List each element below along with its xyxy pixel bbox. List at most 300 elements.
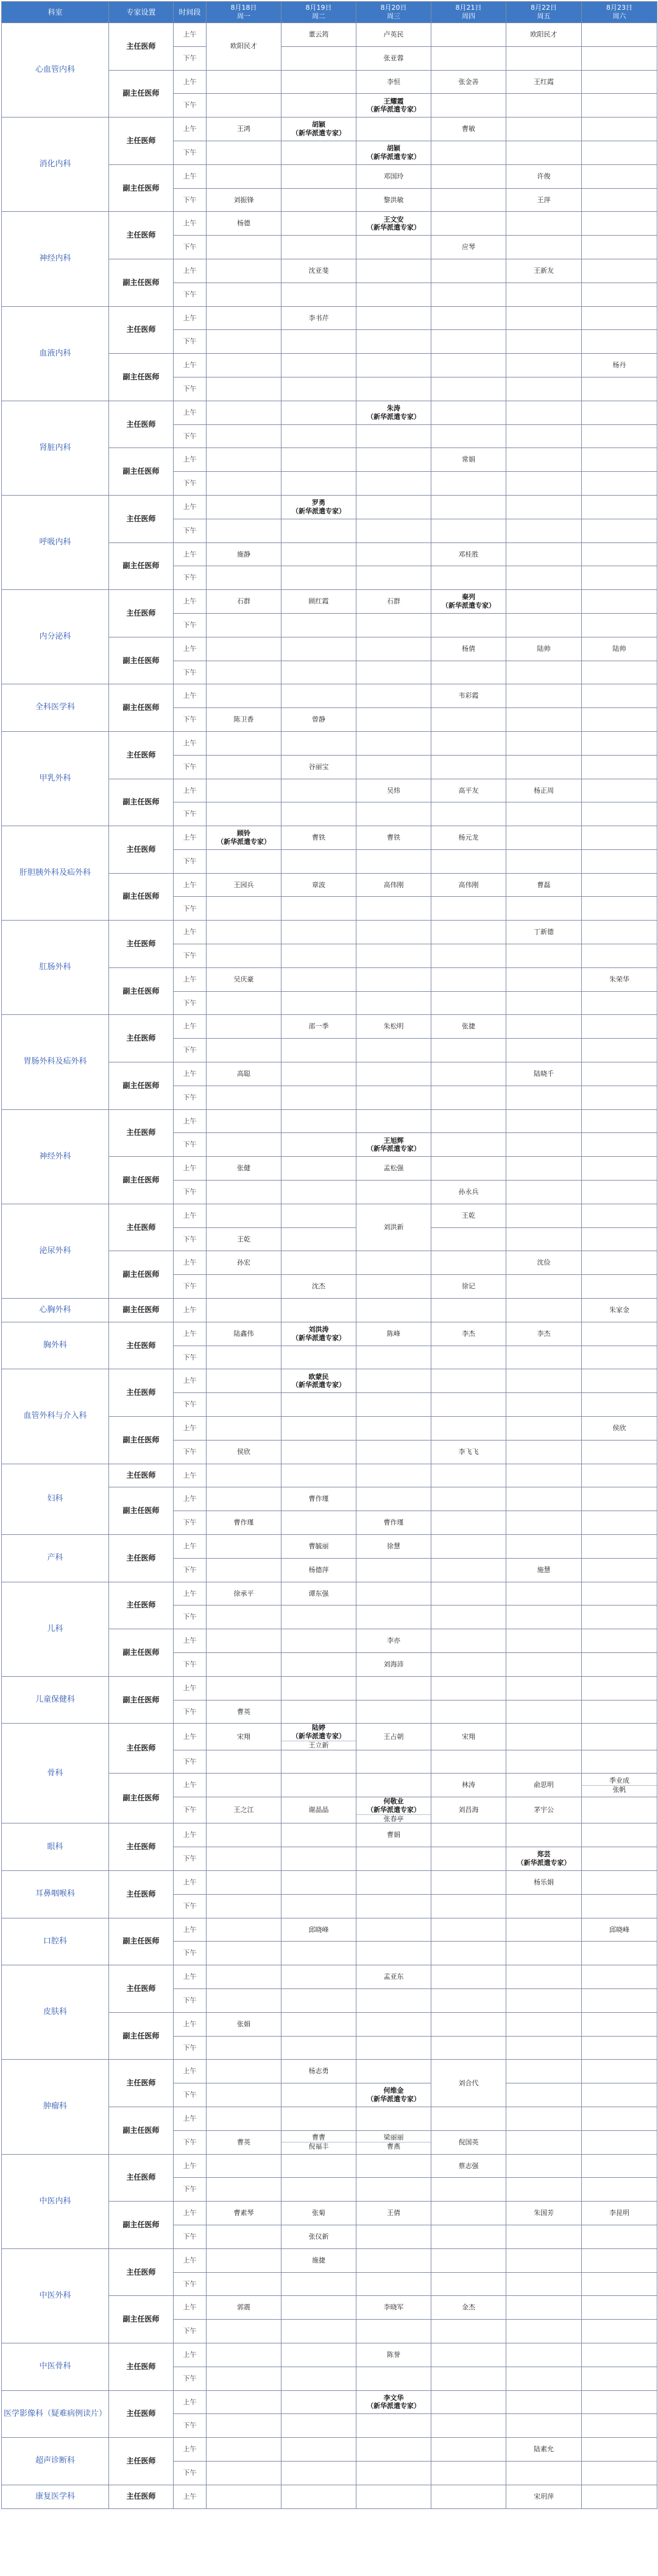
doctor-level: 副主任医师 xyxy=(109,1299,174,1322)
doctor-cell: 张娟 xyxy=(207,2012,281,2036)
time-slot: 上午 xyxy=(174,731,207,755)
doctor-cell: 陆帅 xyxy=(582,637,657,661)
doctor-cell xyxy=(431,401,506,424)
doctor-cell xyxy=(506,2390,582,2414)
doctor-cell xyxy=(431,2320,506,2343)
doctor-cell xyxy=(431,283,506,306)
doctor-cell: 曹素琴 xyxy=(207,2202,281,2225)
doctor-cell xyxy=(431,94,506,118)
doctor-cell xyxy=(506,826,582,850)
doctor-cell xyxy=(582,708,657,732)
doctor-cell xyxy=(207,1346,281,1369)
doctor-cell xyxy=(207,1417,281,1441)
time-slot: 下午 xyxy=(174,188,207,212)
doctor-level: 主任医师 xyxy=(109,1871,174,1918)
doctor-cell xyxy=(582,2130,657,2154)
doctor-cell xyxy=(356,1676,431,1700)
doctor-cell xyxy=(582,519,657,542)
doctor-cell: 俞思明 xyxy=(506,1774,582,1797)
doctor-level: 主任医师 xyxy=(109,2438,174,2485)
time-slot: 上午 xyxy=(174,1487,207,1511)
doctor-cell xyxy=(506,1652,582,1676)
expert-note: （新华派遣专家） xyxy=(367,223,420,232)
doctor-cell xyxy=(506,377,582,401)
doctor-cell xyxy=(356,2083,431,2107)
expert-doctor-name: 顾铃 （新华派遣专家） xyxy=(207,829,281,846)
doctor-cell xyxy=(207,921,281,944)
doctor-cell xyxy=(582,731,657,755)
time-slot: 下午 xyxy=(174,944,207,968)
doctor-cell xyxy=(582,779,657,802)
doctor-cell: 陈卫香 xyxy=(207,708,281,732)
doctor-cell xyxy=(207,1487,281,1511)
department-name: 甲乳外科 xyxy=(2,731,109,826)
time-slot: 上午 xyxy=(174,495,207,519)
doctor-level: 副主任医师 xyxy=(109,684,174,732)
doctor-level: 主任医师 xyxy=(109,731,174,779)
doctor-cell: 高聪 xyxy=(207,1062,281,1086)
header-week: 周二 xyxy=(312,12,325,20)
schedule-row xyxy=(2,1582,657,1606)
time-slot: 上午 xyxy=(174,1535,207,1559)
doctor-cell xyxy=(207,2178,281,2202)
doctor-cell xyxy=(281,1894,356,1918)
doctor-cell xyxy=(207,2461,281,2485)
doctor-level: 副主任医师 xyxy=(109,2296,174,2343)
doctor-cell xyxy=(356,448,431,472)
header-week: 周三 xyxy=(387,12,400,20)
time-slot: 下午 xyxy=(174,236,207,259)
doctor-cell: 王倩 xyxy=(356,2202,431,2225)
doctor-cell: 石群 xyxy=(356,590,431,614)
doctor-cell xyxy=(356,141,431,164)
header-date: 8月19日 xyxy=(305,4,332,12)
doctor-cell xyxy=(356,424,431,448)
doctor-cell xyxy=(281,542,356,566)
doctor-cell xyxy=(582,1511,657,1535)
doctor-cell xyxy=(582,1275,657,1299)
time-slot: 下午 xyxy=(174,1346,207,1369)
expert-doctor-name: 李文华 （新华派遣专家） xyxy=(356,2394,431,2411)
time-slot: 上午 xyxy=(174,1676,207,1700)
time-slot: 下午 xyxy=(174,472,207,496)
doctor-cell xyxy=(506,1133,582,1157)
doctor-cell xyxy=(506,1393,582,1417)
doctor-cell xyxy=(582,566,657,590)
doctor-cell xyxy=(506,2414,582,2438)
doctor-cell xyxy=(431,1558,506,1582)
doctor-cell: 徐承平 xyxy=(207,1582,281,1606)
header-week: 周一 xyxy=(237,12,250,20)
doctor-cell xyxy=(207,2438,281,2462)
doctor-cell xyxy=(506,1299,582,1322)
doctor-cell xyxy=(281,849,356,873)
doctor-cell xyxy=(281,1204,356,1227)
doctor-level: 主任医师 xyxy=(109,1109,174,1157)
doctor-cell: 张捷 xyxy=(431,1015,506,1039)
doctor-cell: 李亦 xyxy=(356,1629,431,1653)
doctor-cell: 高平友 xyxy=(431,779,506,802)
schedule-row xyxy=(2,2060,657,2083)
doctor-cell xyxy=(582,2343,657,2367)
doctor-cell xyxy=(281,1606,356,1629)
doctor-cell xyxy=(207,236,281,259)
time-slot: 下午 xyxy=(174,141,207,164)
schedule-row xyxy=(2,2390,657,2414)
doctor-cell xyxy=(431,967,506,991)
doctor-cell xyxy=(582,684,657,708)
time-slot: 上午 xyxy=(174,2438,207,2462)
doctor-cell xyxy=(281,1133,356,1157)
doctor-cell xyxy=(207,2225,281,2249)
doctor-cell xyxy=(281,2367,356,2390)
doctor-cell xyxy=(207,2036,281,2060)
doctor-cell xyxy=(281,1700,356,1724)
doctor-cell xyxy=(582,2060,657,2083)
doctor-cell xyxy=(582,1989,657,2013)
doctor-cell xyxy=(506,2130,582,2154)
time-slot: 上午 xyxy=(174,826,207,850)
doctor-cell: 杨正周 xyxy=(506,779,582,802)
doctor-name: 曹曹 xyxy=(312,2133,325,2142)
doctor-cell xyxy=(207,2414,281,2438)
doctor-cell xyxy=(582,472,657,496)
time-slot: 下午 xyxy=(174,46,207,70)
doctor-cell: 陆素允 xyxy=(506,2438,582,2462)
doctor-level: 主任医师 xyxy=(109,1464,174,1487)
department-name: 耳鼻咽喉科 xyxy=(2,1871,109,1918)
doctor-cell xyxy=(582,1227,657,1251)
doctor-cell xyxy=(281,991,356,1015)
doctor-cell xyxy=(431,1251,506,1275)
doctor-cell xyxy=(582,1346,657,1369)
doctor-cell xyxy=(356,2225,431,2249)
doctor-cell xyxy=(207,1558,281,1582)
time-slot: 上午 xyxy=(174,1109,207,1133)
time-slot: 上午 xyxy=(174,23,207,47)
schedule-row xyxy=(2,212,657,236)
doctor-cell xyxy=(207,2343,281,2367)
doctor-cell xyxy=(281,2107,356,2131)
time-slot: 下午 xyxy=(174,1227,207,1251)
doctor-cell xyxy=(582,1464,657,1487)
schedule-row xyxy=(2,1464,657,1487)
doctor-cell xyxy=(582,1606,657,1629)
time-slot: 下午 xyxy=(174,1440,207,1464)
doctor-cell xyxy=(582,23,657,47)
expert-note: （新华派遣专家） xyxy=(367,2402,420,2410)
header-row xyxy=(2,2,657,23)
doctor-cell: 沈杰 xyxy=(281,1275,356,1299)
doctor-cell xyxy=(281,141,356,164)
doctor-cell xyxy=(506,731,582,755)
time-slot: 下午 xyxy=(174,1989,207,2013)
doctor-cell: 曾静 xyxy=(281,708,356,732)
time-slot: 上午 xyxy=(174,2154,207,2178)
doctor-cell xyxy=(207,70,281,94)
doctor-cell xyxy=(356,1440,431,1464)
doctor-cell xyxy=(281,1417,356,1441)
doctor-cell xyxy=(356,2154,431,2178)
header-day-5 xyxy=(506,2,582,23)
doctor-cell xyxy=(582,1847,657,1871)
doctor-cell xyxy=(506,1039,582,1062)
doctor-cell xyxy=(356,472,431,496)
doctor-cell xyxy=(431,1894,506,1918)
time-slot: 上午 xyxy=(174,2343,207,2367)
doctor-cell xyxy=(431,1750,506,1774)
doctor-cell: 王乾 xyxy=(207,1227,281,1251)
doctor-cell xyxy=(281,1652,356,1676)
doctor-cell xyxy=(431,1606,506,1629)
doctor-cell xyxy=(431,2272,506,2296)
doctor-level: 副主任医师 xyxy=(109,259,174,306)
doctor-cell xyxy=(281,779,356,802)
expert-note: （新华派遣专家） xyxy=(292,129,345,138)
doctor-cell xyxy=(356,542,431,566)
doctor-cell xyxy=(356,802,431,826)
doctor-cell: 董云筠 xyxy=(281,23,356,47)
doctor-cell xyxy=(506,283,582,306)
doctor-level: 主任医师 xyxy=(109,1204,174,1251)
doctor-cell: 李杰 xyxy=(431,1322,506,1346)
doctor-cell xyxy=(356,212,431,236)
time-slot: 下午 xyxy=(174,1894,207,1918)
doctor-level: 副主任医师 xyxy=(109,637,174,684)
doctor-cell: 陈誉 xyxy=(356,2343,431,2367)
schedule-row xyxy=(2,1918,657,1942)
doctor-cell: 常娟 xyxy=(431,448,506,472)
doctor-cell xyxy=(506,354,582,377)
time-slot: 上午 xyxy=(174,1774,207,1797)
doctor-cell xyxy=(582,46,657,70)
department-name: 口腔科 xyxy=(2,1918,109,1965)
doctor-cell xyxy=(582,1369,657,1393)
doctor-level: 副主任医师 xyxy=(109,448,174,496)
doctor-cell: 宋玥萍 xyxy=(506,2485,582,2508)
doctor-cell xyxy=(431,519,506,542)
doctor-cell xyxy=(582,1322,657,1346)
header-week: 周四 xyxy=(462,12,475,20)
doctor-cell: 谢晶晶 xyxy=(281,1797,356,1823)
doctor-cell xyxy=(582,1582,657,1606)
doctor-cell xyxy=(281,2012,356,2036)
doctor-cell: 许俊 xyxy=(506,164,582,188)
time-slot: 上午 xyxy=(174,2012,207,2036)
time-slot: 上午 xyxy=(174,164,207,188)
time-slot: 上午 xyxy=(174,448,207,472)
doctor-cell xyxy=(582,921,657,944)
doctor-level: 主任医师 xyxy=(109,2060,174,2107)
doctor-cell xyxy=(506,472,582,496)
doctor-level: 副主任医师 xyxy=(109,1918,174,1965)
doctor-cell xyxy=(356,897,431,921)
doctor-cell: 谭东强 xyxy=(281,1582,356,1606)
doctor-cell xyxy=(207,377,281,401)
time-slot: 上午 xyxy=(174,1918,207,1942)
doctor-cell xyxy=(356,1133,431,1157)
time-slot: 下午 xyxy=(174,1511,207,1535)
doctor-cell xyxy=(356,354,431,377)
doctor-level: 主任医师 xyxy=(109,2485,174,2508)
doctor-cell xyxy=(207,164,281,188)
doctor-cell xyxy=(506,2272,582,2296)
expert-doctor-name: 刘洪涛 （新华派遣专家） xyxy=(281,1325,356,1342)
doctor-cell xyxy=(281,94,356,118)
doctor-cell xyxy=(582,118,657,141)
doctor-level: 主任医师 xyxy=(109,1322,174,1369)
doctor-name: 欧阳民才 xyxy=(230,42,257,51)
expert-doctor-name: 王耀霞 （新华派遣专家） xyxy=(356,97,431,114)
doctor-cell xyxy=(431,2461,506,2485)
time-slot: 下午 xyxy=(174,94,207,118)
doctor-cell xyxy=(281,495,356,519)
doctor-cell xyxy=(281,236,356,259)
doctor-cell xyxy=(281,70,356,94)
doctor-cell xyxy=(207,1847,281,1871)
doctor-cell xyxy=(431,2367,506,2390)
doctor-cell xyxy=(582,330,657,354)
doctor-cell xyxy=(356,1251,431,1275)
doctor-cell xyxy=(281,2390,356,2414)
doctor-cell xyxy=(431,2343,506,2367)
doctor-cell xyxy=(356,2461,431,2485)
doctor-cell xyxy=(207,2248,281,2272)
department-name: 泌尿外科 xyxy=(2,1204,109,1298)
doctor-cell: 石群 xyxy=(207,590,281,614)
schedule-row xyxy=(2,495,657,519)
doctor-cell xyxy=(431,1823,506,1847)
doctor-cell xyxy=(506,2461,582,2485)
doctor-cell xyxy=(506,401,582,424)
expert-note: （新华派遣专家） xyxy=(367,412,420,421)
doctor-cell xyxy=(582,94,657,118)
header-week: 周六 xyxy=(612,12,626,20)
header-date: 8月22日 xyxy=(531,4,557,12)
time-slot: 上午 xyxy=(174,354,207,377)
doctor-cell xyxy=(506,1487,582,1511)
time-slot: 上午 xyxy=(174,118,207,141)
department-name: 康复医学科 xyxy=(2,2485,109,2508)
doctor-cell: 杨德萍 xyxy=(281,1558,356,1582)
doctor-cell xyxy=(506,1606,582,1629)
doctor-cell xyxy=(582,991,657,1015)
time-slot: 下午 xyxy=(174,1275,207,1299)
doctor-cell xyxy=(281,519,356,542)
doctor-level: 主任医师 xyxy=(109,2154,174,2202)
doctor-cell xyxy=(356,2272,431,2296)
department-name: 肾脏内科 xyxy=(2,401,109,495)
schedule-row xyxy=(2,826,657,850)
doctor-level: 副主任医师 xyxy=(109,542,174,590)
time-slot: 上午 xyxy=(174,1369,207,1393)
doctor-cell xyxy=(431,1417,506,1441)
doctor-cell xyxy=(431,1133,506,1157)
doctor-cell xyxy=(356,236,431,259)
doctor-cell xyxy=(506,2248,582,2272)
doctor-level: 主任医师 xyxy=(109,1535,174,1582)
doctor-cell xyxy=(281,401,356,424)
time-slot: 下午 xyxy=(174,330,207,354)
doctor-cell: 曹英 xyxy=(207,1700,281,1724)
doctor-level: 主任医师 xyxy=(109,1015,174,1062)
expert-doctor-name: 胡颖 （新华派遣专家） xyxy=(281,121,356,138)
doctor-cell: 杨乐娟 xyxy=(506,1871,582,1895)
doctor-cell xyxy=(281,1676,356,1700)
doctor-cell xyxy=(356,1894,431,1918)
expert-doctor-name: 陆婷 （新华派遣专家） xyxy=(281,1724,356,1741)
doctor-cell xyxy=(582,1393,657,1417)
doctor-cell xyxy=(506,1227,582,1251)
doctor-cell: 韦彩霞 xyxy=(431,684,506,708)
time-slot: 下午 xyxy=(174,1393,207,1417)
doctor-level: 主任医师 xyxy=(109,212,174,259)
doctor-cell: 吴庆豪 xyxy=(207,967,281,991)
doctor-cell xyxy=(506,944,582,968)
doctor-level: 副主任医师 xyxy=(109,2107,174,2155)
doctor-cell xyxy=(582,306,657,330)
doctor-cell xyxy=(207,1039,281,1062)
department-name: 神经内科 xyxy=(2,212,109,306)
doctor-name: 倪福丰 xyxy=(281,2142,356,2151)
doctor-cell xyxy=(356,1299,431,1322)
doctor-cell xyxy=(356,1275,431,1299)
doctor-cell xyxy=(506,1204,582,1227)
doctor-cell xyxy=(431,2012,506,2036)
doctor-cell xyxy=(356,2485,431,2508)
doctor-cell xyxy=(281,1369,356,1393)
doctor-cell xyxy=(431,2060,506,2107)
doctor-cell xyxy=(506,1275,582,1299)
doctor-cell xyxy=(431,755,506,779)
doctor-cell xyxy=(356,1582,431,1606)
doctor-cell xyxy=(281,731,356,755)
doctor-cell xyxy=(356,2438,431,2462)
time-slot: 上午 xyxy=(174,212,207,236)
doctor-level: 主任医师 xyxy=(109,401,174,448)
department-name: 神经外科 xyxy=(2,1109,109,1204)
doctor-cell: 陆晓千 xyxy=(506,1062,582,1086)
doctor-cell: 徐慧 xyxy=(356,1535,431,1559)
doctor-cell xyxy=(281,1942,356,1965)
doctor-cell xyxy=(356,377,431,401)
doctor-cell xyxy=(431,708,506,732)
doctor-cell xyxy=(356,2036,431,2060)
time-slot: 下午 xyxy=(174,566,207,590)
doctor-cell xyxy=(207,661,281,684)
doctor-level: 主任医师 xyxy=(109,1582,174,1629)
doctor-cell xyxy=(582,141,657,164)
doctor-cell xyxy=(582,873,657,897)
schedule-row xyxy=(2,2438,657,2462)
expert-note: （新华派遣专家） xyxy=(517,1859,571,1867)
department-name: 产科 xyxy=(2,1535,109,1582)
time-slot: 上午 xyxy=(174,2060,207,2083)
time-slot: 下午 xyxy=(174,1750,207,1774)
doctor-cell xyxy=(506,448,582,472)
time-slot: 上午 xyxy=(174,1204,207,1227)
time-slot: 下午 xyxy=(174,1700,207,1724)
time-slot: 下午 xyxy=(174,1942,207,1965)
doctor-cell xyxy=(582,2367,657,2390)
doctor-cell xyxy=(582,849,657,873)
doctor-cell xyxy=(582,1181,657,1204)
doctor-name: 张春亭 xyxy=(356,1814,431,1823)
doctor-cell xyxy=(207,2154,281,2178)
doctor-level: 副主任医师 xyxy=(109,1062,174,1110)
doctor-cell xyxy=(431,1393,506,1417)
doctor-cell xyxy=(356,2107,431,2131)
